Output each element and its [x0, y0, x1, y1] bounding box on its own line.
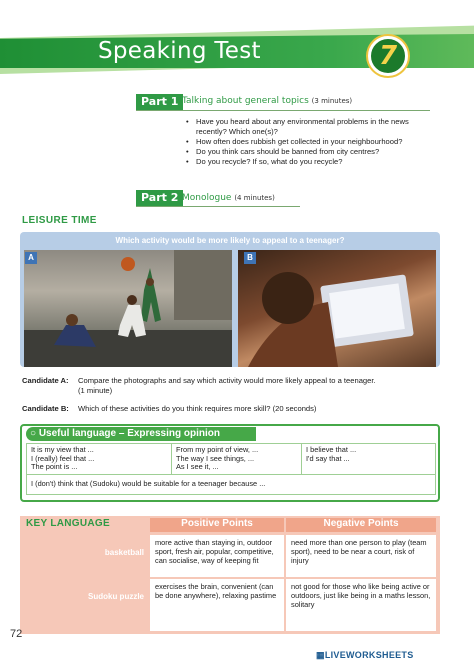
table-cell [27, 444, 172, 475]
part1-divider [136, 110, 430, 111]
negative-points-cell: need more than one person to play (team sport), need to be near a court, risk of injury [286, 535, 436, 577]
phrase: It is my view that ... [31, 445, 94, 454]
unit-badge [368, 36, 408, 76]
candidate-b-text: Which of these activities do you think requires more skill? (20 seconds) [78, 404, 317, 413]
phrase: I believe that ... [306, 445, 357, 454]
laptop-illustration [238, 250, 436, 367]
phrase: The point is ... [31, 462, 78, 472]
table-row [27, 475, 436, 495]
part2-label: Part 2 [136, 190, 183, 206]
part2-divider [136, 206, 300, 207]
list-item: • How often does rubbish get collected in your neighbourhood? [186, 137, 436, 147]
part1-heading [182, 96, 352, 106]
footer-brand [316, 650, 414, 661]
candidate-a-instruction [22, 376, 442, 395]
footer-text: LIVEWORKSHEETS [324, 650, 414, 660]
key-language-label: KEY LANGUAGE [26, 518, 110, 529]
activity-label: Sudoku puzzle [88, 592, 144, 601]
phrase: As I see it, ... [176, 462, 219, 472]
useful-language-subtitle: Expressing opinion [127, 428, 220, 439]
basketball-photo [24, 250, 232, 367]
photo-b-tag: B [244, 252, 256, 264]
phrase: I'd say that ... [306, 453, 350, 463]
table-cell [302, 444, 436, 475]
list-item: • Do you think cars should be banned from city centres? [186, 147, 436, 157]
part1-time: (3 minutes) [311, 97, 353, 105]
candidate-a-block [78, 376, 438, 395]
useful-language-title: ○ Useful language – Expressing opinion [26, 427, 256, 441]
table-cell [172, 444, 302, 475]
activity-label: basketball [104, 548, 144, 557]
part2-time: (4 minutes) [234, 194, 275, 202]
circle-icon: ○ [30, 428, 37, 439]
candidate-a-text: Compare the photographs and say which activity would more likely appeal to a teenager. [78, 376, 376, 385]
table-row [27, 444, 436, 475]
list-item: • Do you recycle? If so, what do you recycle? [186, 157, 436, 167]
leisure-heading: LEISURE TIME [22, 215, 97, 226]
part1-label: Part 1 [136, 94, 183, 110]
positive-points-header: Positive Points [150, 518, 284, 532]
basketball-illustration [24, 250, 232, 367]
candidate-a-label: Candidate A: [22, 376, 69, 385]
useful-language-heading: Useful language [38, 428, 117, 439]
table-cell: I (don't) think that (Sudoku) would be suitable for a teenager because ... [27, 475, 436, 495]
candidate-a-time: (1 minute) [78, 385, 113, 395]
phrase: The way I see things, ... [176, 453, 255, 463]
negative-points-cell: not good for those who like being active or outdoors, just like being in a maths lesson, solitary [286, 579, 436, 631]
brand-icon: ▦ [316, 650, 325, 660]
useful-language-table [26, 443, 436, 495]
positive-points-cell: exercises the brain, convenient (can be done anywhere), relaxing pastime [150, 579, 284, 631]
negative-points-header: Negative Points [286, 518, 436, 532]
part1-title: Talking about general topics [182, 96, 309, 106]
candidate-b-label: Candidate B: [22, 404, 69, 413]
phrase: From my point of view, ... [176, 445, 259, 454]
candidate-b-instruction [22, 404, 442, 414]
part1-question-list [186, 117, 436, 167]
unit-number: 7 [378, 41, 398, 71]
phrase: I (really) feel that ... [31, 453, 95, 463]
part2-heading [182, 193, 275, 203]
photo-a-tag: A [25, 252, 37, 264]
page-number: 72 [10, 628, 23, 640]
part2-title: Monologue [182, 193, 232, 203]
page-title: Speaking Test [98, 38, 261, 64]
sudoku-photo [238, 250, 436, 367]
list-item: • Have you heard about any environmental problems in the news recently? Which one(s)? [186, 117, 436, 137]
photo-question: Which activity would be more likely to appeal to a teenager? [115, 236, 345, 245]
positive-points-cell: more active than staying in, outdoor sport, fresh air, popular, competitive, can socialise, way of keeping fit [150, 535, 284, 577]
